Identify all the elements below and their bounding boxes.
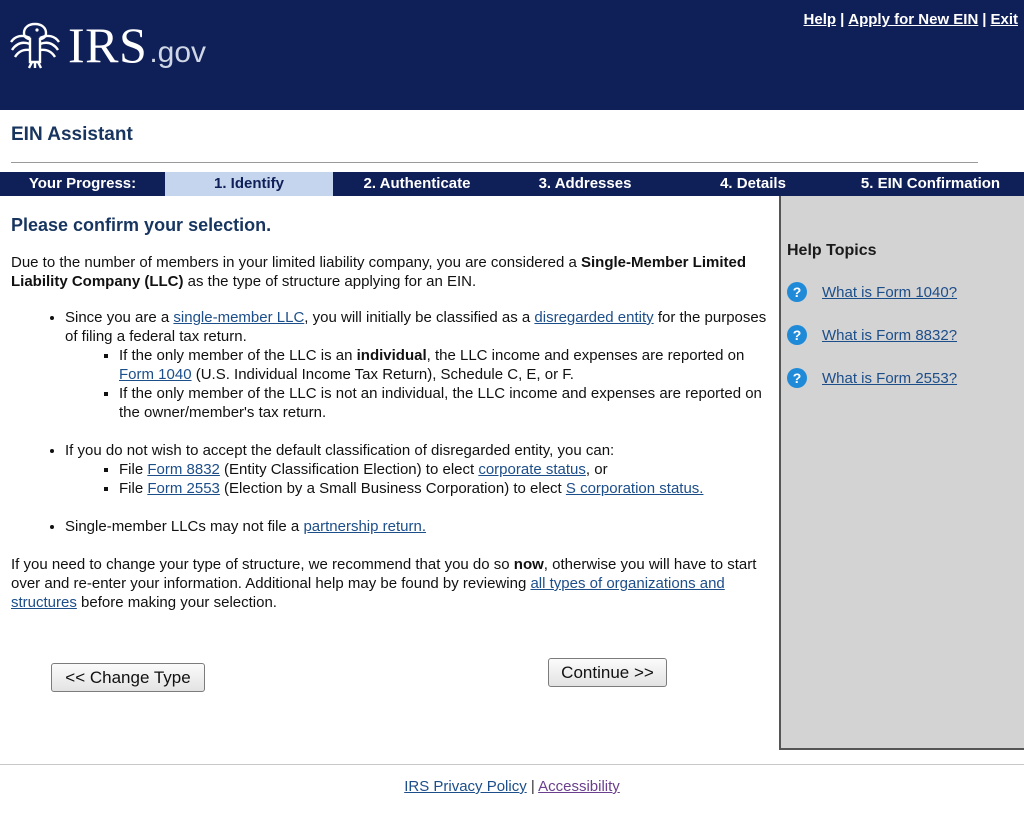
item-text: (Entity Classification Election) to elect (219, 461, 479, 478)
partnership-return-link[interactable]: partnership return. (303, 518, 427, 535)
logo-gov-text: .gov (149, 36, 207, 69)
list-item (65, 517, 771, 536)
help-item-form-8832 (787, 325, 957, 345)
site-footer (0, 778, 1024, 795)
item-text: Since you are a (65, 309, 174, 326)
top-links (804, 11, 1018, 28)
privacy-policy-link[interactable]: IRS Privacy Policy (404, 778, 527, 795)
item-text: Single-member LLCs may not file a (65, 518, 304, 535)
item-text: for the purposes of filing a federal tax return. (65, 309, 767, 345)
what-is-form-2553-link[interactable]: What is Form 2553? (822, 369, 958, 387)
progress-step-ein-confirmation: 5. EIN Confirmation (860, 175, 1001, 192)
accessibility-link[interactable]: Accessibility (538, 778, 620, 795)
logo-irs-text: IRS (68, 17, 148, 73)
link-separator: | (840, 11, 845, 28)
intro-structure-type: Single-Member Limited Liability Company (LLC) (11, 254, 747, 290)
single-member-llc-link[interactable]: single-member LLC (173, 309, 305, 326)
help-question-icon: ? (787, 282, 807, 302)
app-title: EIN Assistant (11, 124, 133, 145)
title-divider (11, 162, 978, 163)
footer-separator: | (526, 778, 539, 795)
main-content (11, 216, 771, 612)
continue-button[interactable]: Continue >> (548, 658, 667, 687)
help-item-form-1040 (787, 282, 957, 302)
disregarded-entity-link[interactable]: disregarded entity (534, 309, 654, 326)
progress-step-authenticate: 2. Authenticate (363, 175, 471, 192)
help-topics-heading: Help Topics (787, 242, 877, 259)
sub-list-item (119, 460, 771, 479)
form-2553-link[interactable]: Form 2553 (147, 480, 220, 497)
closing-text: If you need to change your type of structure, we recommend that you do so (11, 556, 514, 573)
link-separator: | (982, 11, 987, 28)
closing-text: before making your selection. (76, 594, 277, 611)
footer-divider (0, 764, 1024, 765)
item-text: If the only member of the LLC is an (119, 347, 357, 364)
item-text: , the LLC income and expenses are reported on (426, 347, 745, 364)
intro-paragraph (11, 253, 771, 291)
list-item (65, 441, 771, 498)
item-text: File (119, 480, 148, 497)
closing-paragraph (11, 555, 771, 612)
progress-label: Your Progress: (28, 175, 137, 192)
change-type-button[interactable]: << Change Type (51, 663, 205, 692)
item-text: If you do not wish to accept the default classification of disregarded entity, you can: (65, 442, 615, 459)
intro-text: as the type of structure applying for an EIN. (183, 273, 477, 290)
corporate-status-link[interactable]: corporate status (478, 461, 586, 478)
what-is-form-8832-link[interactable]: What is Form 8832? (822, 326, 958, 344)
item-text: , or (585, 461, 608, 478)
item-text: , you will initially be classified as a (304, 309, 535, 326)
irs-eagle-icon (8, 18, 62, 70)
item-text: (U.S. Individual Income Tax Return), Schedule C, E, or F. (191, 366, 574, 383)
what-is-form-1040-link[interactable]: What is Form 1040? (822, 283, 958, 301)
sub-list-item (119, 479, 771, 498)
s-corporation-status-link[interactable]: S corporation status. (565, 480, 704, 497)
sub-list-item: ▪ If the only member of the LLC is not an individual, the LLC income and expenses are reported on the owner/member's tax return. (119, 384, 771, 422)
sub-list (119, 460, 771, 498)
closing-bold-text: now (513, 556, 544, 573)
site-header (0, 0, 1024, 110)
form-1040-link[interactable]: Form 1040 (119, 366, 192, 383)
progress-step-identify: 1. Identify (165, 172, 333, 196)
help-sidebar (779, 196, 1024, 750)
irs-logo[interactable] (8, 17, 207, 73)
sub-list-item (119, 346, 771, 384)
item-text: (Election by a Small Business Corporation) to elect (219, 480, 566, 497)
intro-text: Due to the number of members in your limited liability company, you are considered a (11, 254, 581, 271)
closing-text: , otherwise you will have to start over and re-enter your information. Additional help may be found by reviewing (11, 556, 757, 592)
exit-link[interactable]: Exit (990, 11, 1018, 28)
apply-new-ein-link[interactable]: Apply for New EIN (848, 11, 979, 28)
all-types-of-organizations-link[interactable]: all types of organizations and structures (11, 575, 725, 611)
page-heading: Please confirm your selection. (11, 215, 272, 235)
item-bold-text: individual (356, 347, 427, 364)
item-text: File (119, 461, 148, 478)
help-link[interactable]: Help (803, 11, 837, 28)
progress-step-details: 4. Details (720, 175, 786, 192)
sub-list (119, 346, 771, 422)
form-8832-link[interactable]: Form 8832 (147, 461, 220, 478)
progress-step-addresses: 3. Addresses (538, 175, 632, 192)
help-item-form-2553 (787, 368, 957, 388)
progress-bar (0, 172, 1024, 196)
list-item (65, 308, 771, 422)
help-question-icon: ? (787, 368, 807, 388)
help-question-icon: ? (787, 325, 807, 345)
options-list (65, 308, 771, 536)
